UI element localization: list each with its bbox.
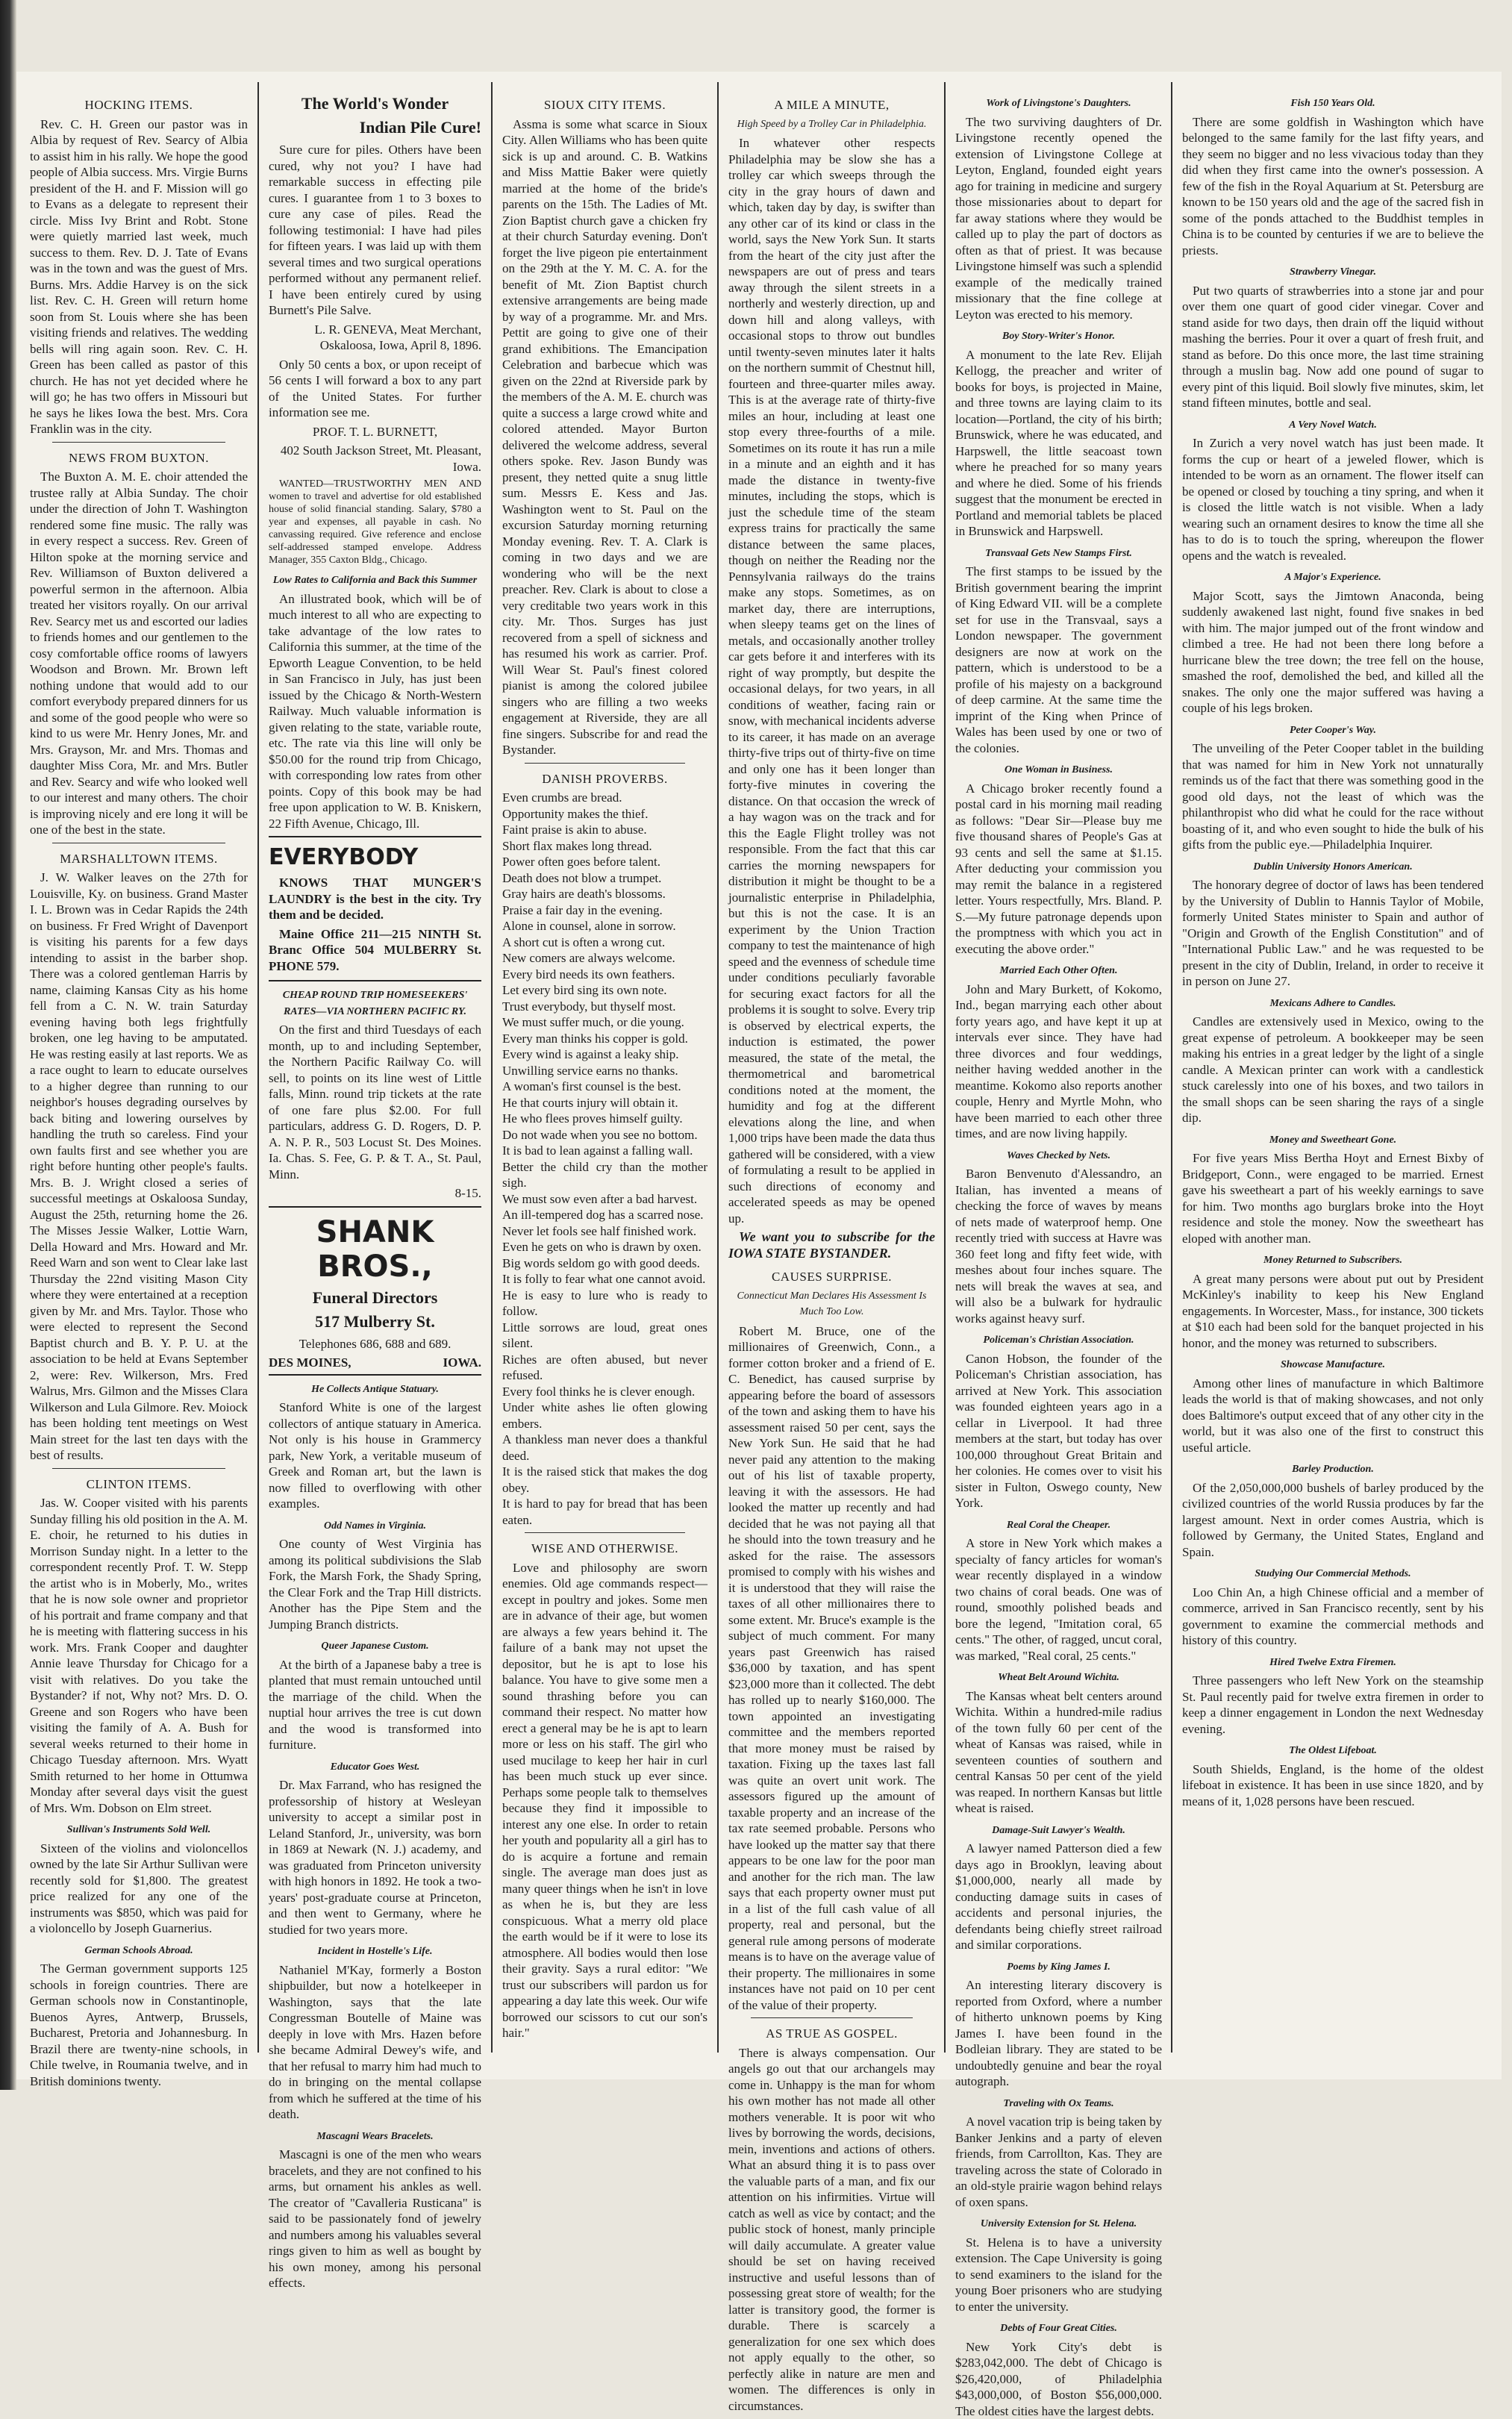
proverb-item: An ill-tempered dog has a scarred nose. <box>502 1207 707 1223</box>
sweetheart-body: For five years Miss Bertha Hoyt and Ernest Bixby of Bridgeport, Conn., were engaged to be married. Ernest gave his sweetheart a part of his weekly earnings to save for him. Two months ago burglars broke into the Hoyt residence and stole the money. Now the sweetheart has eloped with another man. <box>1182 1150 1484 1246</box>
everybody-body: KNOWS THAT MUNGER'S LAUNDRY is the best in the city. Try them and be decided. <box>269 875 481 923</box>
proverb-item: He that courts injury will obtain it. <box>502 1095 707 1111</box>
showcase-heading: Showcase Manufacture. <box>1182 1357 1484 1373</box>
divider <box>751 2017 913 2018</box>
firemen-heading: Hired Twelve Extra Firemen. <box>1182 1655 1484 1671</box>
column-5 <box>948 90 1169 2053</box>
clinton-body: Jas. W. Cooper visited with his parents Sunday filling his old position in the A. M. E. choir, he returned to his duties in Morrison Sunday night. In a letter to the correspondent recently Prof. T. W. Stepp the artist who is in Moberly, Mo., writes that he is now sole owner and proprietor of his portrait and frame company and that he is meeting with flattering success in his work. Mrs. Frank Cooper and daughter Annie leave Thursday for Chicago for a visit with relatives. Do you take the Bystander? if not, Why not? Mrs. D. O. Greene and son Rogers who have been visiting the family of A. A. Bush for several weeks returned to their home in Chicago Tuesday afternoon. Mrs. Wyatt Smith returned to her home in Ottumwa Monday after several days visit the guest of Mrs. Wm. Dobson on Elm street. <box>30 1495 248 1816</box>
teams-heading: Traveling with Ox Teams. <box>955 2096 1162 2112</box>
married-heading: Married Each Other Often. <box>955 963 1162 979</box>
transvaal-heading: Transvaal Gets New Stamps First. <box>955 546 1162 562</box>
proverb-item: Riches are often abused, but never refused. <box>502 1352 707 1384</box>
transvaal-body: The first stamps to be issued by the British government bearing the imprint of King Edward VII. will be a complete set for use in the Transvaal, says a London newspaper. The government designers are now at work on the pattern, which is understood to be a profile of his majesty on a background of deep carmine. At the same time the imprint of the King when Prince of Wales has been used by one or two of the colonies. <box>955 564 1162 756</box>
marshalltown-heading: MARSHALLTOWN ITEMS. <box>30 851 248 867</box>
column-rule <box>1171 82 1172 2053</box>
causes-body: Robert M. Bruce, one of the millionaires of Greenwich, Conn., a former cotton broker and a friend of E. C. Benedict, has caused surprise by appearing before the board of assessors of the town and asking them to have his assessment raised 50 per cent, says the New York Sun. He said that he had never paid any attention to the making out of his list of taxable property, leaving it with the assessors. He had looked the matter up recently and had decided that he was not paying all that he should into the town treasury and he asked for the raise. The assessors promised to comply with his wishes and it is understood that they will raise the taxes of all other millionaires there to some extent. Mr. Bruce's example is the subject of much comment. For many years past Greenwich has raised $36,000 by taxation, and has spent $23,000 more than it collected. The debt has rolled up to nearly $160,000. The town appointed an investigating committee and the members reported that more money must be raised by taxation. Fixing up the taxes last fall was quite an overt unit work. The assessors figured up the amount of taxable property and an increase of the tax rate seemed probable. Persons who have looked up the matter say that there appears to be one law for the poor man and another for the rich man. The law says that each property owner must put in a list of the full cash value of all property, real and personal, but the general rule among persons of moderate means is to have on the average value of their property. The millionaires in some instances have not paid on 10 per cent of the value of their property. <box>728 1323 935 2014</box>
divider <box>52 1468 225 1469</box>
marshalltown-body: J. W. Walker leaves on the 27th for Louisville, Ky. on business. Grand Master I. L. Brown was in Cedar Rapids the 24th on business. Fr Fred Wright of Davenport is visiting his parents for a few days intending to assist in the barber shop. There was a colored gentleman Harris by name, claiming Kansas City as his home fell from a C. N. W. train Saturday evening having both legs frightfully broken, one leg having to be amputated. He was resting easily at last reports. We as a race ought to learn to educate ourselves to a higher degree than running to our neighbor's houses degrading ourselves by back biting and lowering ourselves by handling the truth so careless. Find your own faults first and see whether you are right before hunting other people's faults. Mrs. B. J. Wright closed a series of successful meetings at Oskaloosa Sunday, August the 25th, returning home the 26. The Misses Jessie Walker, Lottie Warn, Della Howard and Mrs. Howard and Mr. Reed Warn and son went to Clear lake last Thursday the 22nd visiting Mason City where they were entertained at a reception given by Mr. and Mrs. Taylor. Those who were elected to represent the Second Baptist church and B. Y. P. U. at the association to be held at Evans September 2, were: Rev. Wilkerson, Mrs. Fred Walrus, Mrs. Gilmon and the Misses Clara Wilkerson and Lula Gilmore. Rev. Moiock has been holding tent meetings on West Main street for the last ten days with the best of results. <box>30 870 248 1464</box>
fish-body: There are some goldfish in Washington which have belonged to the same family for the last fifty years, and they seem no bigger and no less vivacious today than they did when they first came into the owner's possession. A few of the fish in the Royal Aquarium at St. Petersburg are known to be 150 years old and the age of the sacred fish in some of the ponds attached to the Buddhist temples in China is to be counted by centuries if we are to believe the priests. <box>1182 114 1484 259</box>
page-binding-edge <box>0 0 16 2090</box>
teams-body: A novel vacation trip is being taken by Banker Jenkins and a party of eleven friends, from Carrollton, Kas. They are traveling across the state of Colorado in an old-style prairie wagon behind relays of oxen spans. <box>955 2114 1162 2210</box>
sioux-heading: SIOUX CITY ITEMS. <box>502 97 707 113</box>
incident-body: Nathaniel M'Kay, formerly a Boston shipbuilder, but now a hotelkeeper in Washington, says that the late Congressman Boutelle of Maine was deeply in love with Mrs. Hazen before she became Admiral Dewey's wife, and that her refusal to marry him had much to do in bringing on the mental collapse from which he suffered at the time of his death. <box>269 1962 481 2123</box>
german-body: The German government supports 125 schools in foreign countries. There are German schools now in Constantinople, Buenos Ayres, Antwerp, Brussels, Bucharest, Pretoria and Johannesburg. In Brazil there are twenty-nine schools, in Chile twelve, in Roumania twelve, and in British dominions twenty. <box>30 1961 248 2089</box>
married-body: John and Mary Burkett, of Kokomo, Ind., began marrying each other about forty years ago, and have kept it up at intervals ever since. They have had three divorces and four weddings, neither having wedded another in the meantime. Kokomo also reports another couple, Henry and Myrtle Mohn, who have been married to each other three times, and are now living happily. <box>955 981 1162 1142</box>
proverb-item: He who flees proves himself guilty. <box>502 1111 707 1127</box>
vinegar-body: Put two quarts of strawberries into a stone jar and pour over them one quart of good cider vinegar. Cover and stand aside for two days, then drain off the liquid without mashing the berries. Pour it over a quart of fresh fruit, and stand as before. Do this once more, the last time straining through a muslin bag. Now add one pound of sugar to every pint of this liquid. Boil slowly five minutes, skim, let stand fifteen minutes, bottle and seal. <box>1182 283 1484 411</box>
hocking-heading: HOCKING ITEMS. <box>30 97 248 113</box>
waves-heading: Waves Checked by Nets. <box>955 1148 1162 1164</box>
causes-heading: CAUSES SURPRISE. <box>728 1269 935 1285</box>
returned-heading: Money Returned to Subscribers. <box>1182 1252 1484 1269</box>
woman-body: A Chicago broker recently found a postal card in his morning mail reading as follows: "Dear Sir—Please buy me five thousand shares of People's Gas at 93 cents and sell the same at $1.15. After deducting your commission you may remit the balance in a registered letter. Yours respectfully, Mrs. Bland. P. S.—My future patronage depends upon the promptness with which you act in executing the above order." <box>955 781 1162 958</box>
proverb-item: Better the child cry than the mother sigh. <box>502 1159 707 1191</box>
proverb-item: Never let fools see half finished work. <box>502 1223 707 1240</box>
wonder-offer: Only 50 cents a box, or upon receipt of 56 cents I will forward a box to any part of the United States. For further information see me. <box>269 357 481 421</box>
proverb-item: Let every bird sing its own note. <box>502 982 707 999</box>
candles-body: Candles are extensively used in Mexico, owing to the great expense of petroleum. A bookkeeper may be seen making his entries in a great ledger by the light of a single candle. A Mexican printer can work with a candlestick stuck carelessly into one of his boxes, and two tailors in the small shops can be seen sharing the rays of a single dip. <box>1182 1014 1484 1126</box>
policeman-heading: Policeman's Christian Association. <box>955 1332 1162 1349</box>
proverb-item: A thankless man never does a thankful deed. <box>502 1432 707 1464</box>
proverb-item: Every wind is against a leaky ship. <box>502 1046 707 1063</box>
proverb-item: Praise a fair day in the evening. <box>502 902 707 919</box>
subscribe-notice: We want you to subscribe for the IOWA STATE BYSTANDER. <box>728 1229 935 1261</box>
clinton-heading: CLINTON ITEMS. <box>30 1476 248 1493</box>
hocking-body: Rev. C. H. Green our pastor was in Albia by request of Rev. Searcy of Albia to assist him in his rally. We hope the good people of Albia success. Mrs. Virgie Burns president of the H. and F. Mission will go to Evans as a delegate to represent their circle. Miss Ivy Brint and Robt. Stone were quietly married last week, much success to them. Rev. D. J. Tate of Evans was in the town and was the guest of Mrs. Burns. Mrs. Addie Harvey is on the sick list. Rev. C. H. Green will return home soon from St. Louis where she has been visiting friends and relatives. The wedding bells will ring again soon. Rev. C. H. Green has been called as pastor of this church. He has not yet decided where he will go; he has two offers in Missouri but he says he likes Iowa the best. Mrs. Cora Franklin was in the city. <box>30 116 248 437</box>
cheap-body: On the first and third Tuesdays of each month, up to and including September, the Northern Pacific Railway Co. will sell, to points on its line west of Little falls, Minn. round trip tickets at the rate of one fare plus $2.00. For full particulars, address G. D. Rogers, D. P. A. N. P. R., 503 Locust St. Des Moines. Ia. Chas. S. Fee, G. P. & T. A., St. Paul, Minn. <box>269 1022 481 1182</box>
column-rule <box>717 82 719 2053</box>
damage-heading: Damage-Suit Lawyer's Wealth. <box>955 1823 1162 1839</box>
fish-heading: Fish 150 Years Old. <box>1182 96 1484 112</box>
rates-heading: Low Rates to California and Back this Summer <box>269 572 481 589</box>
antique-body: Stanford White is one of the largest collectors of antique statuary in America. Not only is his house in Grammercy park, New York, a veritable museum of Greek and Roman art, but the lawn is now filled to overflowing with other examples. <box>269 1399 481 1512</box>
proverb-item: Big words seldom go with good deeds. <box>502 1255 707 1272</box>
methods-body: Loo Chin An, a high Chinese official and a member of commerce, arrived in San Francisco recently, sent by his government to examine the commercial methods and history of this country. <box>1182 1585 1484 1649</box>
proverb-item: We must suffer much, or die young. <box>502 1014 707 1031</box>
wheat-body: The Kansas wheat belt centers around Wichita. Within a hundred-mile radius of the town fully 60 per cent of the wheat of Kansas was raised, while in seventeen counties of southern and central Kansas 50 per cent of the yield was reaped. In northern Kansas but little wheat is raised. <box>955 1688 1162 1817</box>
proverb-item: Little sorrows are loud, great ones silent. <box>502 1320 707 1352</box>
proverb-item: Every man thinks his copper is gold. <box>502 1031 707 1047</box>
everybody-office: Maine Office 211—215 NINTH St. Branc Office 504 MULBERRY St. PHONE 579. <box>269 926 481 975</box>
mascagni-heading: Mascagni Wears Bracelets. <box>269 2129 481 2145</box>
wonder-body: Sure cure for piles. Others have been cured, why not you? I have had remarkable success in effecting pile cures. I guarantee from 1 to 3 boxes to cure any case of piles. Read the following testimonial: I have had piles for fifteen years. I was laid up with them several times and two surgical operations performed without any permanent relief. I have been entirely cured by using Burnett's Pile Salve. <box>269 142 481 319</box>
proverb-item: We must sow even after a bad harvest. <box>502 1191 707 1208</box>
mile-subheading: High Speed by a Trolley Car in Philadelphia. <box>728 116 935 133</box>
proverb-item: Opportunity makes the thief. <box>502 806 707 823</box>
sioux-body: Assma is some what scarce in Sioux City. Allen Williams who has been quite sick is up and around. C. B. Watkins and Miss Mattie Baker were quietly married at the home of the bride's parents on the 15th. The Ladies of Mt. Zion Baptist church gave a chicken fry at their church Saturday evening. Don't forget the live pigeon pie entertainment on the 29th at the Y. M. C. A. for the benefit of Mt. Zion Baptist church extensive arrangements are being made by way of a programme. Mr. and Mrs. Pettit are going to give one of their grand exhibitions. The Emancipation Celebration and barbecue which was given on the 22nd at Riverside park by the members of the A. M. E. church was quite a success a large crowd white and colored attended. Mayor Burton delivered the welcome address, several others spoke. Rev. Jason Bundy was present, they netted quite a snug little sum. Messrs E. Kess and Jas. Washington went to St. Paul on the excursion Saturday morning returning Monday evening. Rev. T. A. Clark is coming in two days and we are wondering who will be the next preacher. Rev. Clark is about to close a very creditable two years work in this city. Mr. Thos. Surges has just recovered from a spell of sickness and has resumed his work as carrier. Prof. Will Wear St. Paul's finest colored pianist is among the colored jubilee singers who are filling a two weeks engagement at Riverside, they are all fine singers. Subscribe for and read the Bystander. <box>502 116 707 758</box>
boy-body: A monument to the late Rev. Elijah Kellogg, the preacher and writer of books for boys, is projected in Maine, and three towns are laying claim to its location—Portland, the city of his birth; Brunswick, where he was educated, and Harpswell, the little seacoast town where he preached for so many years and where he died. Some of his friends suggest that the monument be erected in Portland and memorial tablets be placed in Brunswick and Harpswell. <box>955 347 1162 540</box>
watch-heading: A Very Novel Watch. <box>1182 417 1484 434</box>
wise-body: Love and philosophy are sworn enemies. Old age commands respect—except in poultry and jokes. Some men are in advance of their age, but women are always a few years behind it. The failure of a bank may not upset the depositor, but he is apt to lose his balance. You have to give some men a sound thrashing before you can command their respect. No matter how erect a general may be he is apt to learn more or less on his staff. The girl who used mucilage to keep her hair in curl has been much stuck up ever since. Perhaps some people talk to themselves because they find it impossible to interest any one else. In order to retain her youth and popularity all a girl has to do is acquire a fortune and remain single. The average man does just as many queer things when he isn't in love as when he is, but they are less conspicuous. What a merry old place the earth would be if it were to lose its atmosphere. All bodies would then lose their gravity. Says a rural editor: "We trust our subscribers will pardon us for appearing a day late this week. Our wife borrowed our scissors to cut our son's hair." <box>502 1560 707 2041</box>
wonder-subheading: Indian Pile Cure! <box>269 118 481 137</box>
column-1 <box>22 90 255 2053</box>
shank-phones: Telephones 686, 688 and 689. <box>269 1336 481 1352</box>
cheap-heading: CHEAP ROUND TRIP HOMESEEKERS' RATES—VIA NORTHERN PACIFIC RY. <box>269 987 481 1020</box>
debts-heading: Debts of Four Great Cities. <box>955 2320 1162 2337</box>
major-heading: A Major's Experience. <box>1182 569 1484 586</box>
shank-heading: SHANK BROS., <box>269 1215 481 1284</box>
proverb-item: It is bad to lean against a falling wall. <box>502 1143 707 1159</box>
helena-body: St. Helena is to have a university extension. The Cape University is going to send examiners to the island for the young Boer prisoners who are studying to enter the university. <box>955 2235 1162 2315</box>
proverb-item: Gray hairs are death's blossoms. <box>502 886 707 902</box>
sweetheart-heading: Money and Sweetheart Gone. <box>1182 1132 1484 1149</box>
queer-body: At the birth of a Japanese baby a tree is planted that must remain untouched until the marriage of the child. When the nuptial hour arrives the tree is cut down and the wood is transformed into furniture. <box>269 1657 481 1753</box>
proverb-item: New comers are always welcome. <box>502 950 707 967</box>
lifeboat-body: South Shields, England, is the home of the oldest lifeboat in existence. It has been in use since 1820, and by means of it, 1,028 persons have been rescued. <box>1182 1761 1484 1810</box>
showcase-body: Among other lines of manufacture in which Baltimore leads the world is that of making showcases, and not only does Baltimore's output exceed that of any other city in the world, but it was also one of the first to construct this useful article. <box>1182 1376 1484 1456</box>
divider <box>525 1532 685 1533</box>
returned-body: A great many persons were about put out by President McKinley's inability to keep his New England engagements. In Worcester, Mass., for instance, 300 tickets at $10 each had been sold for the banquet projected in his honor, and the money was returned to subscribers. <box>1182 1271 1484 1352</box>
proverb-item: Short flax makes long thread. <box>502 838 707 855</box>
proverb-item: Do not wade when you see no bottom. <box>502 1127 707 1143</box>
dublin-heading: Dublin University Honors American. <box>1182 859 1484 875</box>
odd-heading: Odd Names in Virginia. <box>269 1518 481 1535</box>
coral-body: A store in New York which makes a specialty of fancy articles for woman's wear recently displayed in a window two chains of coral beads. One was of round, smoothly polished beads and bore the legend, "Imitation coral, 65 cents." The other, of ragged, uncut coral, was marked, "Real coral, 25 cents." <box>955 1535 1162 1664</box>
waves-body: Baron Benvenuto d'Alessandro, an Italian, has invented a means of checking the force of waves by means of nets made of waterproof hemp. One recently tried with success at Havre was 360 feet long and fifty feet wide, with meshes about four inches square. The nets will break the waves at sea, and will also be a bulwark for hydraulic works against heavy surf. <box>955 1166 1162 1326</box>
proverb-item: Power often goes before talent. <box>502 854 707 870</box>
danish-proverbs-list <box>502 790 707 1528</box>
column-3 <box>495 90 715 2053</box>
rates-body: An illustrated book, which will be of much interest to all who are expecting to take advantage of the low rates to California this summer, at the time of the Epworth League Convention, to be held in San Francisco in July, has just been issued by the Chicago & North-Western Railway. Much valuable information is given relating to the state, variable route, etc. The rate via this line will only be $50.00 for the round trip from Chicago, with corresponding low rates from other points. Copy of this book may be had free upon application to W. B. Kniskern, 22 Fifth Avenue, Chicago, Ill. <box>269 591 481 832</box>
column-4 <box>721 90 943 2053</box>
proverb-item: It is the raised stick that makes the dog obey. <box>502 1464 707 1496</box>
major-body: Major Scott, says the Jimtown Anaconda, being suddenly awakened last night, found five snakes in bed with him. The major jumped out of the front window and climbed a tree. He had not been there long before a hurricane blew the tree down; the tree fell on the house, smashed the roof, demolished the bed, and killed all the snakes. The only one the major suffered was having a couple of his legs broken. <box>1182 588 1484 717</box>
buxton-heading: NEWS FROM BUXTON. <box>30 450 248 466</box>
proverb-item: It is hard to pay for bread that has been eaten. <box>502 1496 707 1528</box>
damage-body: A lawyer named Patterson died a few days ago in Brooklyn, leaving about $1,000,000, nearly all made by conducting damage suits in cases of accidents and personal injuries, the defendants being chiefly street railroad and similar corporations. <box>955 1841 1162 1953</box>
candles-heading: Mexicans Adhere to Candles. <box>1182 996 1484 1012</box>
firemen-body: Three passengers who left New York on the steamship St. Paul recently paid for twelve extra firemen in order to keep a dinner engagement in London the next Wednesday evening. <box>1182 1673 1484 1737</box>
danish-heading: DANISH PROVERBS. <box>502 771 707 787</box>
proverb-item: Alone in counsel, alone in sorrow. <box>502 918 707 934</box>
german-heading: German Schools Abroad. <box>30 1943 248 1959</box>
woman-heading: One Woman in Business. <box>955 762 1162 778</box>
gospel-heading: AS TRUE AS GOSPEL. <box>728 2026 935 2042</box>
antique-heading: He Collects Antique Statuary. <box>269 1382 481 1398</box>
vinegar-heading: Strawberry Vinegar. <box>1182 264 1484 281</box>
wonder-signature: L. R. GENEVA, Meat Merchant, Oskaloosa, Iowa, April 8, 1896. <box>269 322 481 354</box>
odd-body: One county of West Virginia has among its political subdivisions the Slab Fork, the Marsh Fork, the Shady Spring, the Clear Fork and the Trap Hill districts. Another has the Pipe Stem and the Jumping Branch districts. <box>269 1536 481 1632</box>
proverb-item: Every fool thinks he is clever enough. <box>502 1384 707 1400</box>
poems-body: An interesting literary discovery is reported from Oxford, where a number of hitherto unknown poems by King James I. have been found in the Bodleian library. They are stated to be undoubtedly genuine and bear the royal autograph. <box>955 1977 1162 2090</box>
proverb-item: Even he gets on who is drawn by oxen. <box>502 1239 707 1255</box>
wise-heading: WISE AND OTHERWISE. <box>502 1541 707 1557</box>
shank-subheading: Funeral Directors <box>269 1288 481 1308</box>
gospel-body: There is always compensation. Our angels go out that our archangels may come in. Unhappy is the man for whom his own mother has not made all other mothers venerable. It is poor wit who lives by borrowing the words, decisions, mein, inventions and actions of others. What an absurd thing it is to pass over the valuable parts of a man, and fix our attention on his infirmities. Virtue will catch as well as vice by contact; and the public stock of honest, manly principle will daily accumulate. A greater value should be set on having received instructive and useful lessons than of possessing great store of wealth; for the latter is transitory good, the former is durable. There is scarcely a generalization for one sex which does not apply equally to the other, so perfectly alike in nature are men and women. The differences is only in circumstances. <box>728 2045 935 2415</box>
lifeboat-heading: The Oldest Lifeboat. <box>1182 1743 1484 1759</box>
proverb-item: Faint praise is akin to abuse. <box>502 822 707 838</box>
educator-body: Dr. Max Farrand, who has resigned the professorship of history at Wesleyan university to accept a similar post in Leland Stanford, Jr., university, was born in 1869 at Newark (N. J.) academy, and was graduated from Princeton university with high honors in 1892. He took a two-years' post-graduate course at Princeton, and then went to Germany, where he studied for two years more. <box>269 1777 481 1938</box>
policeman-body: Canon Hobson, the founder of the Policeman's Christian association, has arrived at New York. This association was founded eighteen years ago in a cellar in Liverpool. It had three members at the start, but today has over 100,000 throughout Great Britain and her colonies. He comes over to visit his sister in Fulton, Oswego county, New York. <box>955 1351 1162 1511</box>
mile-heading: A MILE A MINUTE, <box>728 97 935 113</box>
column-rule <box>257 82 259 2053</box>
wonder-address: 402 South Jackson Street, Mt. Pleasant, Iowa. <box>269 443 481 475</box>
methods-heading: Studying Our Commercial Methods. <box>1182 1566 1484 1582</box>
proverb-item: It is folly to fear what one cannot avoid. <box>502 1271 707 1287</box>
livingstone-heading: Work of Livingstone's Daughters. <box>955 96 1162 112</box>
divider <box>525 763 685 764</box>
cheap-date: 8-15. <box>269 1185 481 1202</box>
proverb-item: Even crumbs are bread. <box>502 790 707 806</box>
proverb-item: Unwilling service earns no thanks. <box>502 1063 707 1079</box>
proverb-item: Every bird needs its own feathers. <box>502 967 707 983</box>
divider <box>52 442 225 443</box>
proverb-item: He is easy to lure who is ready to follow. <box>502 1287 707 1320</box>
wonder-heading: The World's Wonder <box>269 94 481 113</box>
shank-state: IOWA. <box>443 1355 481 1371</box>
proverb-item: Under white ashes lie often glowing embers. <box>502 1399 707 1432</box>
proverb-item: Death does not blow a trumpet. <box>502 870 707 887</box>
helena-heading: University Extension for St. Helena. <box>955 2216 1162 2232</box>
watch-body: In Zurich a very novel watch has just been made. It forms the cup or heart of a jeweled flower, which is intended to be worn as an ornament. The flower itself can be opened or closed by touching a tiny spring, and when it is closed the little watch is not visible. When a lady wearing such an ornament desires to know the time all she has to do is to touch the spring, whereupon the flower opens and the watch is revealed. <box>1182 435 1484 564</box>
column-6 <box>1175 90 1491 2053</box>
proverb-item: A woman's first counsel is the best. <box>502 1079 707 1095</box>
queer-heading: Queer Japanese Custom. <box>269 1638 481 1655</box>
poems-heading: Poems by King James I. <box>955 1959 1162 1976</box>
cooper-heading: Peter Cooper's Way. <box>1182 722 1484 739</box>
column-rule <box>944 82 946 2053</box>
wheat-heading: Wheat Belt Around Wichita. <box>955 1670 1162 1686</box>
wonder-prof: PROF. T. L. BURNETT, <box>269 424 481 440</box>
barley-heading: Barley Production. <box>1182 1461 1484 1478</box>
proverb-item: A short cut is often a wrong cut. <box>502 934 707 951</box>
barley-body: Of the 2,050,000,000 bushels of barley produced by the civilized countries of the world Russia produces by far the largest amount. Next in order comes Austria, which is followed by Germany, the United States, England and Spain. <box>1182 1480 1484 1561</box>
educator-heading: Educator Goes West. <box>269 1759 481 1776</box>
wanted-ad: WANTED—TRUSTWORTHY MEN AND women to travel and advertise for old established house of solid financial standing. Salary, $780 a year and expenses, all payable in cash. No canvassing required. Give reference and enclose self-addressed stamped envelope. Address Manager, 355 Caxton Bldg., Chicago. <box>269 478 481 566</box>
dublin-body: The honorary degree of doctor of laws has been tendered by the University of Dublin to Hannis Taylor of Mobile, formerly United States minister to Spain and author of "Origin and Growth of the English Constitution" and of "International Public Law." and he was requested to be present in the city of Dublin, Ireland, in order to receive it in person on June 27. <box>1182 877 1484 990</box>
proverb-item: Trust everybody, but thyself most. <box>502 999 707 1015</box>
coral-heading: Real Coral the Cheaper. <box>955 1517 1162 1534</box>
incident-heading: Incident in Hostelle's Life. <box>269 1944 481 1960</box>
sullivan-body: Sixteen of the violins and violoncellos owned by the late Sir Arthur Sullivan were recently sold for $1,800. The greatest price realized for any one of the instruments was $850, which was paid for a violoncello by Joseph Guarnerius. <box>30 1841 248 1937</box>
debts-body: New York City's debt is $283,042,000. The debt of Chicago is $26,420,000, of Philadelphia $43,000,000, of Boston $56,000,000. The oldest cities have the largest debts. <box>955 2339 1162 2419</box>
shank-address: 517 Mulberry St. <box>269 1312 481 1332</box>
mile-body: In whatever other respects Philadelphia may be slow she has a trolley car which sweeps through the city in the gray hours of dawn and which, taken day by day, is swifter than any other car of its kind or class in the world, says the New York Sun. It starts from the heart of the city just after the newspapers are out of press and tears away through the silent streets in a northerly and westerly direction, up and down hill and along valleys, with occasional stops to throw out bundles until twenty-seven minutes later it halts on the northern summit of Chestnut hill, fourteen and three-quarter miles away. This is at the average rate of thirty-five miles an hour, including at least one stop every three-fourths of a mile. Sometimes on its route it has run a mile in a minute and an eighth and it has made the distance in twenty-five minutes, including the stops, which is just the schedule time of the steam express trains for practically the same distance between the same places, though on neither the Reading nor the Pennsylvania railways do the trains make any stops. Sometimes, as on market day, there are interruptions, when sleepy teams get on the lines of metals, and occasionally another trolley car gets before it and interferes with its right of way promptly, but despite the occasional delays, for two years, in all conditions of weather, facing rain or snow, with mechanical incidents adverse to its career, it has made on an average thirty-five trips out of thirty-five on time and only one has it been longer than forty-five minutes in covering the distance. On that occasion the wreck of a hay wagon was on the track and for this the Eagle Flight trolley was not responsible. From the fact that this car carries the morning newspapers for distribution it might be thought to be a journalistic enterprise in Philadelphia, but this is not the case. It is an experiment by the Union Traction company to test the maintenance of high speed and the evenness of schedule time under conditions peculiarly favorable for securing exact factors for all the problems it is sought to solve. Every trip is observed by electrical experts, the induction is estimated, the power measured, the state of the metal, the thermometrical and barometrical conditions noted at the moment, the humidity and fog at the different elevations along the line, and when 1,000 trips have been made the data thus gathered will be considered, with a view of formulating a result to be applied in such directions of economy and accelerated speeds as may be opened up. <box>728 135 935 1226</box>
livingstone-body: The two surviving daughters of Dr. Livingstone recently opened the extension of Livingstone College at Leyton, England, founded eight years ago for training in medicine and surgery those missionaries about to depart for far away stations where they would be called up to play the part of doctors as often as that of priest. It was because Livingstone himself was such a splendid example of the medically trained missionary that the fine college at Leyton was erected to his memory. <box>955 114 1162 323</box>
sullivan-heading: Sullivan's Instruments Sold Well. <box>30 1822 248 1838</box>
shank-city: DES MOINES, <box>269 1355 352 1371</box>
column-rule <box>491 82 493 2053</box>
mascagni-body: Mascagni is one of the men who wears bracelets, and they are not confined to his arms, but ornament his ankles as well. The creator of "Cavalleria Rusticana" is said to be passionately fond of jewelry and numbers among his valuables several rings given to him as well as bought by his own money, among his personal effects. <box>269 2147 481 2291</box>
buxton-body: The Buxton A. M. E. choir attended the trustee rally at Albia Sunday. The choir under the direction of John T. Washington rendered some fine music. The rally was in every respect a success. Rev. Green of Hilton spoke at the morning service and Rev. Williamson of Buxton delivered a powerful sermon in the afternoon. Albia treated her visitors royally. On our arrival Rev. Searcy met us and escorted our ladies to friends homes and our gentlemen to the cosy comfortable office rooms of lawyers Woodson and Brown. Mr. Brown left nothing undone that would add to our comfort everybody prepared dinners for us and some of the good people who were so kind to us were Mr. Henry Jones, Mr. and Mrs. Grayson, Mr. and Mrs. Thomas and daughter Miss Cora, Mr. and Mrs. Butler and Rev. Searcy and wife who looked well to our interest and many others. The choir is improving nicely and ere long it will be one of the best in the state. <box>30 469 248 838</box>
everybody-heading: EVERYBODY <box>269 845 481 870</box>
column-2 <box>261 90 489 2053</box>
cooper-body: The unveiling of the Peter Cooper tablet in the building that was named for him in New York not unnaturally reminds us of the fact that there was something good in the good old days, not the least of which was the philanthropist who did what he could for the race without boasting of it, and who even sought to hide the bulk of his gifts from the public eye.—Philadelphia Inquirer. <box>1182 740 1484 853</box>
causes-subheading: Connecticut Man Declares His Assessment Is Much Too Low. <box>728 1288 935 1320</box>
boy-heading: Boy Story-Writer's Honor. <box>955 328 1162 345</box>
